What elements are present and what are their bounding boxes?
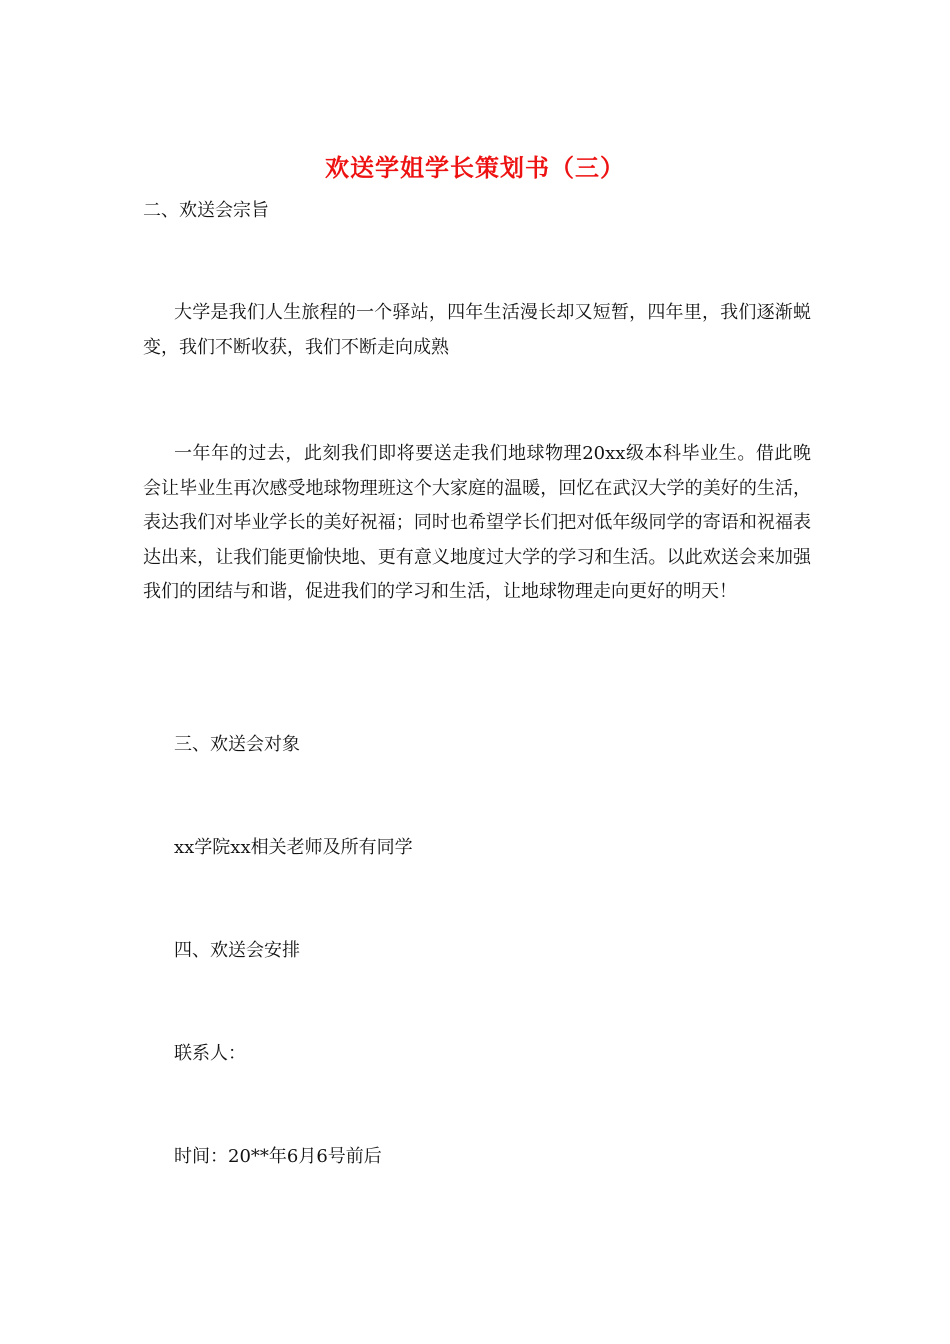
paragraph-purpose-2: 一年年的过去，此刻我们即将要送走我们地球物理20xx级本科毕业生。借此晚会让毕业生再次感受地球物理班这个大家庭的温暖，回忆在武汉大学的美好的生活，表达我们对毕业学长的美好祝福；同时也希望学长们把对低年级同学的寄语和祝福表达出来，让我们能更愉快地、更有意义地度过大学的学习和生活。以此欢送会来加强我们的团结与和谐，促进我们的学习和生活，让地球物理走向更好的明天！	[143, 443, 811, 603]
section-heading-audience: 三、欢送会对象	[174, 734, 300, 755]
document-title: 欢送学姐学长策划书（三）	[325, 153, 625, 182]
time-line: 时间：20**年6月6号前后	[174, 1146, 382, 1167]
contact-line: 联系人：	[174, 1043, 246, 1064]
audience-text: xx学院xx相关老师及所有同学	[174, 837, 413, 858]
section-heading-arrangement: 四、欢送会安排	[174, 940, 300, 961]
paragraph-purpose-1: 大学是我们人生旅程的一个驿站，四年生活漫长却又短暂，四年里，我们逐渐蜕变，我们不断收获，我们不断走向成熟	[143, 302, 811, 358]
section-heading-purpose: 二、欢送会宗旨	[143, 200, 269, 221]
